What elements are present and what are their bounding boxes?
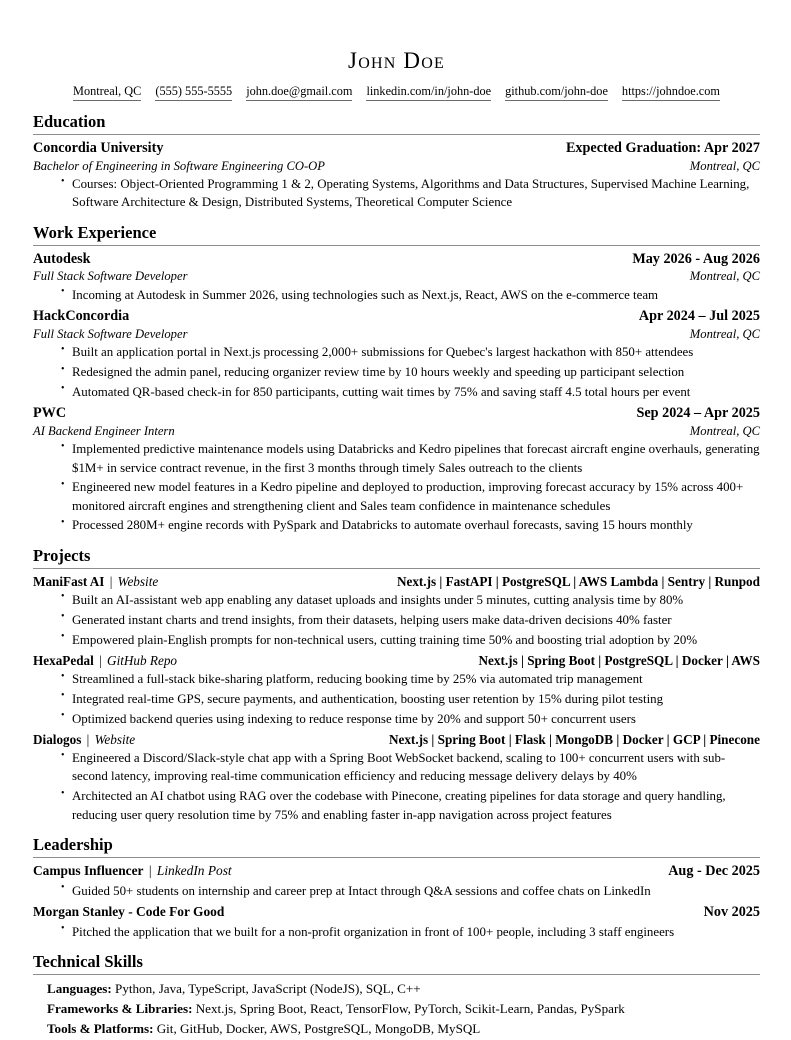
project-bullets: [33, 670, 760, 728]
bullet-item: • Courses: Object-Oriented Programming 1 & 2, Operating Systems, Algorithms and Data Structures, Supervised Machine Learning, Software Architecture & Design, Distributed Systems, Theoretical Computer Science: [61, 175, 760, 212]
job-title: Full Stack Software Developer: [33, 269, 188, 284]
bullet-item: • Engineered new model features in a Kedro pipeline and deployed to production, improving forecast accuracy by 15% across 400+ monitored aircraft engines and strengthening client and Sales team confidence in maintenance schedules: [61, 478, 760, 515]
entry-row: [33, 862, 760, 881]
skill-values: Python, Java, TypeScript, JavaScript (NodeJS), SQL, C++: [111, 980, 421, 996]
degree-name: Bachelor of Engineering in Software Engineering CO-OP: [33, 158, 325, 173]
contact-item-1[interactable]: Montreal, QC: [73, 84, 141, 101]
entry-row: [33, 268, 760, 284]
education-entry: [33, 139, 760, 212]
employment-dates: Apr 2024 – Jul 2025: [638, 308, 760, 325]
section-technical-skills: [33, 953, 760, 1040]
project-tech-stack: Next.js | Spring Boot | Flask | MongoDB | Docker | GCP | Pinecone: [388, 731, 760, 747]
project-link[interactable]: GitHub Repo: [107, 652, 178, 668]
skill-values: Next.js, Spring Boot, React, TensorFlow, PyTorch, Scikit-Learn, Pandas, PySpark: [192, 1001, 625, 1017]
bullet-item: • Incoming at Autodesk in Summer 2026, using technologies such as Next.js, React, AWS on the e-commerce team: [61, 286, 760, 304]
entry-row: [33, 404, 760, 423]
project-name: Dialogos | Website: [33, 731, 136, 747]
leadership-link[interactable]: LinkedIn Post: [156, 862, 232, 878]
bullet-item: • Guided 50+ students on internship and career prep at Intact through Q&A sessions and coffee chats on LinkedIn: [61, 882, 760, 900]
section-education: [33, 113, 760, 212]
bullet-item: • Architected an AI chatbot using RAG over the codebase with Pinecone, creating pipelines for data storage and query handling, reducing user query resolution time by 75% and enabling faster in-app navigation across project features: [61, 787, 760, 824]
project-link[interactable]: Website: [94, 731, 136, 747]
job-title: Full Stack Software Developer: [33, 326, 188, 341]
skill-line: [47, 1019, 760, 1039]
project-separator: |: [106, 573, 116, 589]
bullet-item: • Implemented predictive maintenance models using Databricks and Kedro pipelines that forecast aircraft engine overhauls, generating $1M+ in service contract revenue, in the first 3 months through timely Sales outreach to the clients: [61, 440, 760, 477]
project-entries: [33, 573, 760, 824]
section-leadership: [33, 836, 760, 941]
skill-category-label: Frameworks & Libraries:: [47, 1001, 193, 1017]
section-title-projects: Projects: [33, 545, 91, 565]
skill-lines: [33, 979, 760, 1040]
company-name: PWC: [33, 405, 67, 422]
leadership-dates: Aug - Dec 2025: [668, 862, 760, 879]
graduation-date: Expected Graduation: Apr 2027: [565, 140, 760, 157]
project-entry: [33, 573, 760, 649]
section-title-leadership: Leadership: [33, 834, 113, 854]
leadership-bullets: [33, 923, 760, 941]
section-divider: [33, 134, 760, 135]
page-title: John Doe: [348, 48, 445, 73]
leadership-separator: |: [145, 862, 155, 878]
project-tech-stack: Next.js | FastAPI | PostgreSQL | AWS Lambda | Sentry | Runpod: [396, 573, 760, 589]
work-entry: [33, 250, 760, 304]
section-divider: [33, 974, 760, 975]
contact-item-6[interactable]: https://johndoe.com: [622, 84, 720, 101]
bullet-item: • Automated QR-based check-in for 850 participants, cutting wait times by 75% and saving staff 4.5 total hours per event: [61, 383, 760, 401]
bullet-item: • Generated instant charts and trend insights, from their datasets, helping users make data-driven decisions 40% faster: [61, 611, 760, 629]
job-location: Montreal, QC: [689, 326, 760, 341]
bullet-item: • Built an application portal in Next.js processing 2,000+ submissions for Quebec's largest hackathon with 850+ attendees: [61, 343, 760, 361]
section-divider: [33, 857, 760, 858]
section-title-work-experience: Work Experience: [33, 222, 157, 242]
section-divider: [33, 245, 760, 246]
work-bullets: [33, 286, 760, 304]
bullet-item: • Empowered plain-English prompts for non-technical users, cutting training time 50% and boosting trial adoption by 20%: [61, 631, 760, 649]
project-bullets: [33, 591, 760, 649]
leadership-role: Campus Influencer | LinkedIn Post: [33, 862, 232, 878]
project-entry: [33, 731, 760, 824]
section-work-experience: [33, 224, 760, 535]
entry-row: [33, 731, 760, 748]
education-location: Montreal, QC: [689, 158, 760, 173]
entry-row: [33, 573, 760, 590]
institution-name: Concordia University: [33, 140, 164, 157]
work-bullets: [33, 343, 760, 401]
section-projects: [33, 547, 760, 824]
company-name: HackConcordia: [33, 308, 130, 325]
work-bullets: [33, 440, 760, 535]
work-entries: [33, 250, 760, 535]
bullet-item: • Processed 280M+ engine records with PySpark and Databricks to automate overhaul forecasts, saving 15 hours monthly: [61, 516, 760, 534]
bullet-item: • Integrated real-time GPS, secure payments, and authentication, boosting user retention by 15% during pilot testing: [61, 690, 760, 708]
leadership-entry: [33, 862, 760, 900]
entry-row: [33, 139, 760, 158]
project-link[interactable]: Website: [117, 573, 159, 589]
project-separator: |: [83, 731, 93, 747]
leadership-dates: Nov 2025: [703, 903, 760, 920]
contact-line: [33, 84, 760, 101]
company-name: Autodesk: [33, 250, 91, 267]
leadership-entry: [33, 903, 760, 941]
entry-row: [33, 326, 760, 342]
bullet-item: • Redesigned the admin panel, reducing organizer review time by 10 hours weekly and speeding up participant selection: [61, 363, 760, 381]
skill-values: Git, GitHub, Docker, AWS, PostgreSQL, MongoDB, MySQL: [153, 1021, 481, 1037]
project-name: HexaPedal | GitHub Repo: [33, 652, 178, 668]
project-entry: [33, 652, 760, 728]
contact-item-5[interactable]: github.com/john-doe: [505, 84, 608, 101]
skill-line: [47, 979, 760, 999]
entry-row: [33, 652, 760, 669]
section-divider: [33, 568, 760, 569]
contact-item-4[interactable]: linkedin.com/in/john-doe: [366, 84, 491, 101]
entry-row: [33, 158, 760, 174]
job-location: Montreal, QC: [689, 269, 760, 284]
entry-row: [33, 423, 760, 439]
bullet-item: • Pitched the application that we built for a non-profit organization in front of 100+ people, including 3 staff engineers: [61, 923, 760, 941]
work-entry: [33, 404, 760, 535]
bullet-item: • Engineered a Discord/Slack-style chat app with a Spring Boot WebSocket backend, scaling to 100+ concurrent users with sub-second latency, improving real-time communication efficiency and reducing message delivery delays by 40%: [61, 749, 760, 786]
skill-category-label: Languages:: [47, 980, 112, 996]
job-title: AI Backend Engineer Intern: [33, 423, 175, 438]
project-bullets: [33, 749, 760, 824]
section-title-education: Education: [33, 112, 106, 132]
skill-line: [47, 999, 760, 1019]
contact-item-3[interactable]: john.doe@gmail.com: [246, 84, 352, 101]
project-separator: |: [95, 652, 106, 668]
entry-row: [33, 903, 760, 922]
contact-item-2[interactable]: (555) 555-5555: [155, 84, 232, 101]
education-bullets: [33, 175, 760, 212]
employment-dates: Sep 2024 – Apr 2025: [636, 405, 760, 422]
leadership-bullets: [33, 882, 760, 900]
resume-header: [33, 48, 760, 101]
bullet-item: • Streamlined a full-stack bike-sharing platform, reducing booking time by 25% via automated trip management: [61, 670, 760, 688]
entry-row: [33, 250, 760, 269]
leadership-entries: [33, 862, 760, 941]
leadership-role: Morgan Stanley - Code For Good: [33, 903, 225, 919]
work-entry: [33, 307, 760, 401]
section-title-technical-skills: Technical Skills: [33, 951, 143, 971]
project-tech-stack: Next.js | Spring Boot | PostgreSQL | Docker | AWS: [478, 652, 760, 668]
skill-category-label: Tools & Platforms:: [47, 1021, 154, 1037]
education-entries: [33, 139, 760, 212]
bullet-item: • Optimized backend queries using indexing to reduce response time by 20% and support 50+ concurrent users: [61, 710, 760, 728]
project-name: ManiFast AI | Website: [33, 573, 159, 589]
employment-dates: May 2026 - Aug 2026: [632, 250, 760, 267]
entry-row: [33, 307, 760, 326]
bullet-item: • Built an AI-assistant web app enabling any dataset uploads and insights under 5 minutes, cutting analysis time by 80%: [61, 591, 760, 609]
job-location: Montreal, QC: [689, 423, 760, 438]
